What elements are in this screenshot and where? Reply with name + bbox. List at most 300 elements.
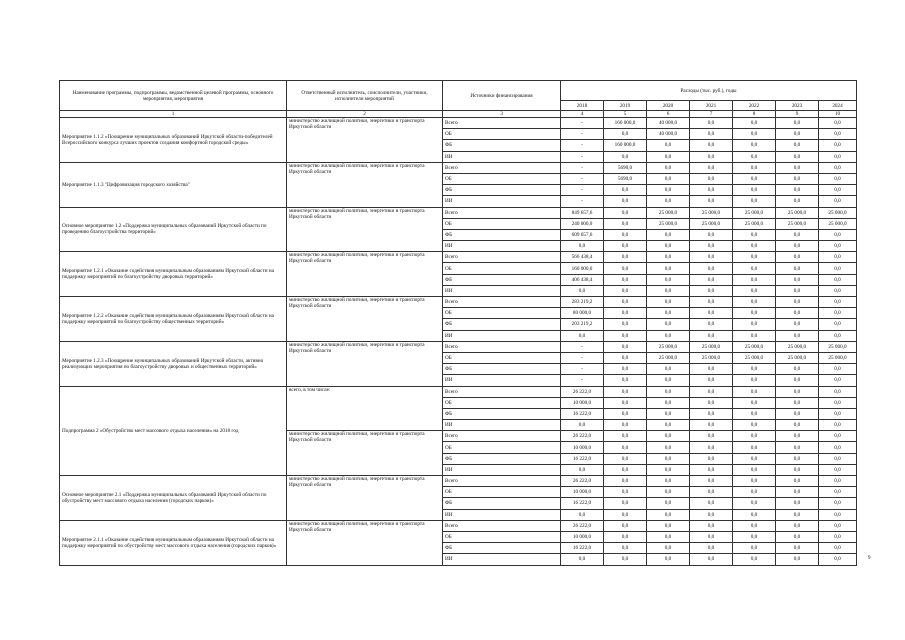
amount-cell: 0,0 [733,229,776,240]
header-expenses: Расходы (тыс. руб.), годы [561,81,857,101]
amount-cell: 25 000,0 [647,218,690,229]
funding-source: Всего [443,207,561,218]
amount-cell: 0,0 [690,241,733,252]
amount-cell: 0,0 [776,185,819,196]
amount-cell: 0,0 [819,229,857,240]
amount-cell: 25 000,0 [819,341,857,352]
funding-source: Всего [443,341,561,352]
item-name: Мероприятие 1.1.2 «Поощрение муниципальных образований Иркутской области-победителей Всероссийского конкурса лучших проектов создания комфортной городской среды» [60,118,287,163]
amount-cell: 0,0 [819,520,857,531]
amount-cell: 0,0 [561,330,604,341]
amount-cell: 0,0 [776,274,819,285]
amount-cell: 0,0 [690,431,733,442]
amount-cell: 0,0 [733,431,776,442]
amount-cell: 0,0 [776,543,819,554]
table-row [60,520,857,531]
amount-cell: 203 219,2 [561,319,604,330]
amount-cell: 0,0 [819,308,857,319]
amount-cell: 0,0 [819,274,857,285]
amount-cell: 0,0 [819,397,857,408]
item-name: Основное мероприятие 1.2 «Поддержка муниципальных образований Иркутской области по проведению благоустройства территорий» [60,207,287,252]
amount-cell: 0,0 [733,241,776,252]
amount-cell: 0,0 [819,297,857,308]
amount-cell: 25 000,0 [647,352,690,363]
amount-cell: 0,0 [604,297,647,308]
header-year: 2020 [647,101,690,111]
column-index: 1 [60,111,287,118]
amount-cell: 0,0 [647,554,690,565]
amount-cell: 0,0 [776,453,819,464]
amount-cell: 0,0 [733,531,776,542]
amount-cell: 0,0 [776,263,819,274]
amount-cell: 25 000,0 [690,352,733,363]
amount-cell: 40 000,0 [647,118,690,129]
amount-cell: 0,0 [690,476,733,487]
amount-cell: 0,0 [733,252,776,263]
amount-cell: 10 000,0 [561,487,604,498]
amount-cell: - [561,364,604,375]
amount-cell: - [561,185,604,196]
amount-cell: 0,0 [604,509,647,520]
header-year: 2019 [604,101,647,111]
amount-cell: 0,0 [733,162,776,173]
amount-cell: 0,0 [733,397,776,408]
funding-source: ФБ [443,453,561,464]
amount-cell: 0,0 [819,375,857,386]
funding-source: Всего [443,118,561,129]
amount-cell: 0,0 [604,464,647,475]
amount-cell: 26 222,0 [561,431,604,442]
amount-cell: 0,0 [819,185,857,196]
amount-cell: 240 000,0 [561,218,604,229]
amount-cell: 0,0 [647,543,690,554]
amount-cell: 0,0 [561,464,604,475]
header-year: 2021 [690,101,733,111]
amount-cell: - [561,129,604,140]
amount-cell: 26 222,0 [561,476,604,487]
amount-cell: 0,0 [561,554,604,565]
amount-cell: 0,0 [690,364,733,375]
amount-cell: 0,0 [690,386,733,397]
amount-cell: 0,0 [647,498,690,509]
funding-source: ОБ [443,218,561,229]
amount-cell: 0,0 [819,263,857,274]
amount-cell: 0,0 [776,297,819,308]
amount-cell: 0,0 [819,386,857,397]
funding-source: ФБ [443,229,561,240]
amount-cell: 406 438,4 [561,274,604,285]
amount-cell: 0,0 [604,252,647,263]
amount-cell: 25 000,0 [733,352,776,363]
amount-cell: 0,0 [819,464,857,475]
amount-cell: 0,0 [733,330,776,341]
amount-cell: 0,0 [690,308,733,319]
item-name: Мероприятие 2.1.1 «Оказание содействия муниципальным образованиям Иркутской области на поддержку мероприятий по обустройству мест массового отдыха населения (городских парков)» [60,520,287,565]
item-responsible: министерство жилищной политики, энергетики и транспорта Иркутской области [287,476,443,521]
header-program: Наименование программы, подпрограммы, ведомственной целевой программы, основного мероприятия, мероприятия [60,81,287,111]
item-responsible: министерство жилищной политики, энергетики и транспорта Иркутской области [287,207,443,252]
header-responsible: Ответственный исполнитель, соисполнители, участники, исполнители мероприятий [287,81,443,111]
amount-cell: 26 222,0 [561,386,604,397]
amount-cell: 0,0 [776,118,819,129]
amount-cell: 0,0 [776,319,819,330]
amount-cell: 16 222,0 [561,543,604,554]
amount-cell: 0,0 [690,375,733,386]
header-year: 2018 [561,101,604,111]
item-responsible: министерство жилищной политики, энергетики и транспорта Иркутской области [287,118,443,163]
amount-cell: 0,0 [647,274,690,285]
amount-cell: 0,0 [690,274,733,285]
amount-cell: 0,0 [647,229,690,240]
amount-cell: 0,0 [690,229,733,240]
header-sources: Источники финансирования [443,81,561,111]
amount-cell: 0,0 [647,520,690,531]
amount-cell: 0,0 [733,520,776,531]
amount-cell: 849 657,6 [561,207,604,218]
amount-cell: 25 000,0 [819,218,857,229]
column-index: 3 [443,111,561,118]
amount-cell: 0,0 [776,364,819,375]
column-index: 6 [647,111,690,118]
amount-cell: 0,0 [776,308,819,319]
amount-cell: 0,0 [647,285,690,296]
amount-cell: 40 000,0 [647,129,690,140]
amount-cell: 0,0 [733,453,776,464]
amount-cell: 0,0 [604,151,647,162]
amount-cell: 0,0 [604,476,647,487]
amount-cell: 0,0 [604,229,647,240]
amount-cell: 0,0 [733,319,776,330]
amount-cell: 0,0 [604,487,647,498]
amount-cell: 16 222,0 [561,408,604,419]
amount-cell: 0,0 [647,151,690,162]
amount-cell: 0,0 [604,442,647,453]
amount-cell: 10 000,0 [561,442,604,453]
column-index: 5 [604,111,647,118]
amount-cell: 0,0 [690,118,733,129]
amount-cell: 0,0 [733,375,776,386]
amount-cell: 0,0 [690,330,733,341]
amount-cell: 10 000,0 [561,397,604,408]
amount-cell: 0,0 [733,263,776,274]
amount-cell: 0,0 [733,285,776,296]
amount-cell: 0,0 [819,554,857,565]
funding-source: ОБ [443,129,561,140]
amount-cell: 160 000,0 [604,140,647,151]
column-index: 10 [819,111,857,118]
amount-cell: 0,0 [690,140,733,151]
table-body [60,118,857,566]
amount-cell: - [561,118,604,129]
amount-cell: 25 000,0 [776,352,819,363]
amount-cell: 0,0 [733,543,776,554]
amount-cell: 0,0 [733,408,776,419]
amount-cell: 0,0 [690,162,733,173]
amount-cell: 0,0 [604,196,647,207]
amount-cell: 0,0 [604,319,647,330]
amount-cell: 0,0 [733,498,776,509]
amount-cell: 0,0 [819,364,857,375]
amount-cell: 0,0 [819,118,857,129]
amount-cell: 0,0 [647,408,690,419]
header-year: 2024 [819,101,857,111]
amount-cell: 25 000,0 [776,341,819,352]
amount-cell: 25 000,0 [690,341,733,352]
amount-cell: 25 000,0 [776,218,819,229]
amount-cell: 0,0 [690,554,733,565]
amount-cell: 0,0 [561,241,604,252]
amount-cell: 25 000,0 [690,218,733,229]
amount-cell: 0,0 [776,498,819,509]
funding-source: Всего [443,162,561,173]
amount-cell: 0,0 [819,408,857,419]
amount-cell: 0,0 [733,185,776,196]
amount-cell: 0,0 [733,487,776,498]
amount-cell: 0,0 [776,397,819,408]
item-responsible: всего, в том числе: [287,386,443,431]
funding-source: Всего [443,386,561,397]
amount-cell: 0,0 [776,129,819,140]
amount-cell: 0,0 [690,531,733,542]
amount-cell: 0,0 [819,285,857,296]
amount-cell: 0,0 [819,476,857,487]
amount-cell: - [561,173,604,184]
item-name: Подпрограмма 2 «Обустройство мест массового отдыха населения» на 2018 год [60,386,287,476]
column-index: 8 [733,111,776,118]
amount-cell: 0,0 [819,151,857,162]
amount-cell: 0,0 [819,330,857,341]
amount-cell: 0,0 [819,196,857,207]
amount-cell: 0,0 [690,196,733,207]
amount-cell: 0,0 [604,185,647,196]
amount-cell: 0,0 [690,520,733,531]
expenses-table [59,80,857,566]
amount-cell: 0,0 [647,487,690,498]
amount-cell: 0,0 [690,285,733,296]
amount-cell: 0,0 [819,162,857,173]
amount-cell: 0,0 [647,241,690,252]
funding-source: ОБ [443,352,561,363]
amount-cell: 0,0 [819,319,857,330]
amount-cell: 0,0 [647,252,690,263]
amount-cell: 0,0 [647,297,690,308]
funding-source: ОБ [443,397,561,408]
amount-cell: 0,0 [733,364,776,375]
item-responsible: министерство жилищной политики, энергетики и транспорта Иркутской области [287,520,443,565]
amount-cell: 0,0 [647,173,690,184]
funding-source: ОБ [443,263,561,274]
amount-cell: 0,0 [733,129,776,140]
amount-cell: 5690,0 [604,162,647,173]
table-row [60,341,857,352]
amount-cell: 0,0 [647,308,690,319]
amount-cell: - [561,196,604,207]
amount-cell: 0,0 [819,140,857,151]
funding-source: ОБ [443,173,561,184]
amount-cell: 0,0 [819,543,857,554]
amount-cell: 0,0 [776,408,819,419]
funding-source: ИИ [443,420,561,431]
column-index: 2 [287,111,443,118]
amount-cell: 0,0 [647,330,690,341]
amount-cell: 0,0 [776,476,819,487]
amount-cell: 0,0 [776,431,819,442]
amount-cell: 0,0 [604,274,647,285]
amount-cell: 0,0 [604,408,647,419]
funding-source: ФБ [443,498,561,509]
funding-source: Всего [443,252,561,263]
item-responsible: министерство жилищной политики, энергетики и транспорта Иркутской области [287,297,443,342]
amount-cell: 0,0 [647,196,690,207]
funding-source: Всего [443,520,561,531]
table-row [60,297,857,308]
amount-cell: 0,0 [690,129,733,140]
table-row [60,252,857,263]
funding-source: ФБ [443,140,561,151]
funding-source: Всего [443,431,561,442]
funding-source: ОБ [443,487,561,498]
table-header [60,81,857,118]
amount-cell: 0,0 [604,554,647,565]
item-name: Мероприятие 1.1.3 "Цифровизация городского хозяйства" [60,162,287,207]
amount-cell: 0,0 [776,229,819,240]
amount-cell: 16 222,0 [561,453,604,464]
amount-cell: 0,0 [819,420,857,431]
amount-cell: 0,0 [819,252,857,263]
amount-cell: 0,0 [604,531,647,542]
funding-source: ФБ [443,364,561,375]
amount-cell: 0,0 [647,263,690,274]
amount-cell: 0,0 [604,330,647,341]
amount-cell: 0,0 [776,554,819,565]
amount-cell: 0,0 [776,531,819,542]
item-name: Мероприятие 1.2.1 «Оказание содействия муниципальным образованиям Иркутской области на поддержку мероприятий по благоустройству дворовых территорий» [60,252,287,297]
amount-cell: 0,0 [647,162,690,173]
amount-cell: 0,0 [776,487,819,498]
amount-cell: 0,0 [690,442,733,453]
amount-cell: 0,0 [604,241,647,252]
amount-cell: 0,0 [561,509,604,520]
item-responsible: министерство жилищной политики, энергетики и транспорта Иркутской области [287,341,443,386]
amount-cell: 0,0 [733,442,776,453]
amount-cell: - [561,352,604,363]
column-index: 9 [776,111,819,118]
amount-cell: 25 000,0 [647,341,690,352]
funding-source: ОБ [443,531,561,542]
amount-cell: 0,0 [690,185,733,196]
amount-cell: 0,0 [690,252,733,263]
amount-cell: 0,0 [647,364,690,375]
amount-cell: 0,0 [776,285,819,296]
funding-source: ОБ [443,308,561,319]
amount-cell: 0,0 [647,420,690,431]
amount-cell: 0,0 [690,453,733,464]
amount-cell: 0,0 [819,498,857,509]
funding-source: ИИ [443,151,561,162]
column-index: 4 [561,111,604,118]
amount-cell: 0,0 [647,375,690,386]
funding-source: ИИ [443,509,561,520]
amount-cell: 283 219,2 [561,297,604,308]
amount-cell: 0,0 [819,173,857,184]
item-name: Мероприятие 1.2.3 «Поощрение муниципальных образований Иркутской области, активно реализующих мероприятия по благоустройству дворовых и общественных территорий» [60,341,287,386]
item-name: Мероприятие 1.2.2 «Оказание содействия муниципальным образованиям Иркутской области на поддержку мероприятий по благоустройству общественных территорий» [60,297,287,342]
amount-cell: 0,0 [647,453,690,464]
amount-cell: 0,0 [561,285,604,296]
amount-cell: 0,0 [819,487,857,498]
funding-source: ИИ [443,375,561,386]
amount-cell: 0,0 [647,464,690,475]
funding-source: ИИ [443,196,561,207]
amount-cell: 0,0 [604,397,647,408]
amount-cell: 0,0 [819,442,857,453]
amount-cell: 0,0 [690,498,733,509]
amount-cell: 0,0 [604,218,647,229]
amount-cell: 0,0 [733,476,776,487]
amount-cell: 0,0 [647,431,690,442]
amount-cell: 0,0 [776,173,819,184]
amount-cell: 566 438,4 [561,252,604,263]
amount-cell: 0,0 [733,420,776,431]
amount-cell: - [561,151,604,162]
amount-cell: 0,0 [604,341,647,352]
amount-cell: 0,0 [776,375,819,386]
amount-cell: 0,0 [604,543,647,554]
amount-cell: 0,0 [733,274,776,285]
amount-cell: 0,0 [819,453,857,464]
amount-cell: 0,0 [733,554,776,565]
amount-cell: 0,0 [690,543,733,554]
amount-cell: - [561,162,604,173]
funding-source: Всего [443,297,561,308]
amount-cell: 0,0 [647,185,690,196]
amount-cell: 0,0 [776,151,819,162]
amount-cell: - [561,375,604,386]
funding-source: ИИ [443,241,561,252]
amount-cell: 0,0 [647,319,690,330]
funding-source: ИИ [443,554,561,565]
amount-cell: 0,0 [604,375,647,386]
amount-cell: 0,0 [647,509,690,520]
amount-cell: 25 000,0 [776,207,819,218]
funding-source: ИИ [443,330,561,341]
amount-cell: 0,0 [604,263,647,274]
amount-cell: 0,0 [776,386,819,397]
funding-source: ИИ [443,285,561,296]
amount-cell: 160 000,0 [604,118,647,129]
amount-cell: 0,0 [647,476,690,487]
amount-cell: 0,0 [733,173,776,184]
amount-cell: 26 222,0 [561,520,604,531]
amount-cell: 0,0 [776,464,819,475]
header-year: 2022 [733,101,776,111]
amount-cell: 0,0 [776,162,819,173]
amount-cell: 0,0 [733,196,776,207]
amount-cell: 0,0 [733,151,776,162]
amount-cell: 0,0 [733,297,776,308]
amount-cell: 0,0 [776,420,819,431]
amount-cell: 0,0 [647,442,690,453]
amount-cell: 0,0 [604,453,647,464]
amount-cell: 609 657,6 [561,229,604,240]
amount-cell: 0,0 [690,297,733,308]
amount-cell: 0,0 [819,531,857,542]
table-row [60,118,857,129]
item-name: Основное мероприятие 2.1 «Поддержка муниципальных образований Иркутской области по обустройству мест массового отдыха населения (городских парков)» [60,476,287,521]
amount-cell: 160 000,0 [561,263,604,274]
amount-cell: 5690,0 [604,173,647,184]
funding-source: ФБ [443,408,561,419]
